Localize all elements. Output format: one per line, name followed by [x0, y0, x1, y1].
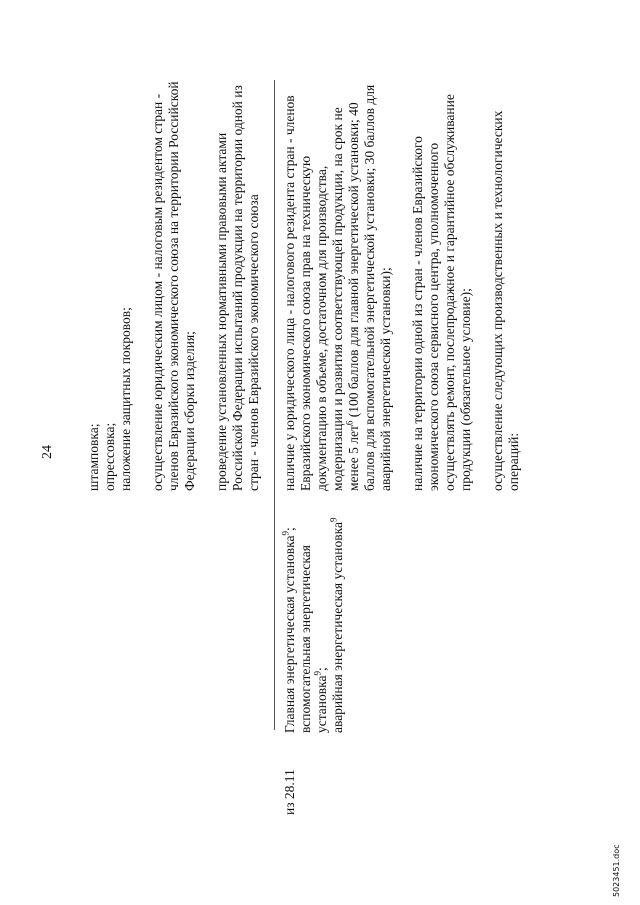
- okpd-code: из 28.11: [282, 769, 297, 815]
- requirement-line: наложение защитных покровов;: [118, 307, 133, 491]
- file-footer: 5023451.doc: [612, 844, 621, 897]
- requirement-paragraph: осуществление юридическим лицом - налоговым резидентом стран - членов Евразийского экономического союза на территории Российской Федерации сборки изделия;: [150, 81, 197, 491]
- requirement-paragraph: наличие у юридического лица - налогового резидента стран - членов Евразийского экономического союза прав на техническую документацию в объеме, достаточном для производства, модернизации и развития соответствующей продукции, на срок не менее 5 лет$^6$ (100 баллов для главной энергетической установки; 40 баллов для вспомогательной энергетической установки; 30 баллов для аварийной энергетической установки);: [282, 84, 393, 491]
- product-name-line: вспомогательная энергетическая установка$^9$;: [298, 545, 329, 733]
- product-name-line: аварийная энергетическая установка$^9$: [328, 517, 345, 733]
- requirement-line: опрессовка;: [102, 422, 117, 491]
- requirement-line: штамповка;: [86, 423, 101, 491]
- page-number: 24: [40, 445, 55, 459]
- product-name-line: Главная энергетическая установка$^9$;: [280, 527, 297, 733]
- continued-requirements: [86, 81, 262, 491]
- product-name-cell: [282, 503, 346, 733]
- requirement-paragraph: проведение установленных нормативными правовыми актами Российской Федерации испытаний продукции на территории одной из стран - членов Евразийского экономического союза: [214, 85, 261, 491]
- requirement-paragraph: наличие на территории одной из стран - членов Евразийского экономического союза сервисного центра, уполномоченного осуществлять ремонт, послепродажное и гарантийное обслуживание продукции (обязательное условие);: [410, 94, 473, 491]
- row-divider: [274, 80, 275, 730]
- requirements-cell: [282, 81, 522, 491]
- requirement-paragraph: осуществление следующих производственных и технологических операций:: [490, 110, 521, 491]
